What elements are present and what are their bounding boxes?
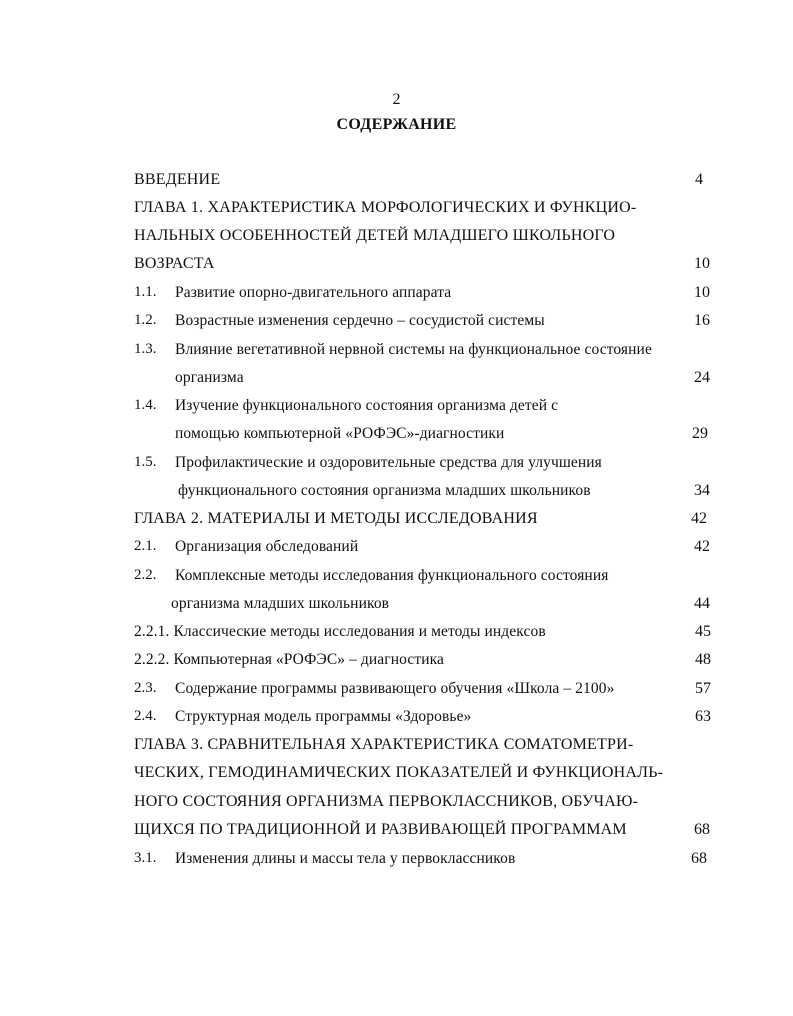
toc-s2-2-line2: организма младших школьников [171,595,390,612]
toc-ch2-label: ГЛАВА 2. МАТЕРИАЛЫ И МЕТОДЫ ИССЛЕДОВАНИЯ [134,510,538,527]
toc-s2-2-1-page: 45 [695,623,711,640]
toc-ch2-page: 42 [691,510,707,527]
toc-s3-1-label: Изменения длины и массы тела у первоклассников [175,850,516,867]
toc-s2-3-label: Содержание программы развивающего обучения «Школа – 2100» [175,680,615,697]
toc-s1-1-number: 1.1. [134,284,157,300]
toc-s2-4-page: 63 [695,708,711,725]
toc-s1-5-line2: функционального состояния организма младших школьников [178,482,591,499]
toc-ch3-line4: ЩИХСЯ ПО ТРАДИЦИОННОЙ И РАЗВИВАЮЩЕЙ ПРОГРАММАМ [134,821,627,838]
toc-ch1-line2: НАЛЬНЫХ ОСОБЕННОСТЕЙ ДЕТЕЙ МЛАДШЕГО ШКОЛЬНОГО [134,227,616,244]
toc-s1-5-line1: Профилактические и оздоровительные средства для улучшения [175,454,602,471]
toc-s3-1-number: 3.1. [134,850,157,866]
toc-ch1-page: 10 [694,255,710,272]
toc-intro-page: 4 [695,171,703,188]
toc-ch3-line1: ГЛАВА 3. СРАВНИТЕЛЬНАЯ ХАРАКТЕРИСТИКА СОМАТОМЕТРИ- [134,736,634,753]
toc-s1-5-page: 34 [694,482,710,499]
page-number: 2 [392,91,401,108]
toc-ch1-line1: ГЛАВА 1. ХАРАКТЕРИСТИКА МОРФОЛОГИЧЕСКИХ И ФУНКЦИО- [134,199,637,216]
toc-intro-label: ВВЕДЕНИЕ [134,171,221,188]
toc-s1-2-page: 16 [694,312,710,329]
toc-s2-3-page: 57 [695,680,711,697]
toc-s1-5-number: 1.5. [134,454,157,470]
toc-s2-2-number: 2.2. [134,567,157,583]
toc-s2-4-label: Структурная модель программы «Здоровье» [175,708,472,725]
page-title: СОДЕРЖАНИЕ [336,116,457,133]
toc-s2-1-page: 42 [694,538,710,555]
toc-s1-3-number: 1.3. [134,341,157,357]
toc-ch1-line3: ВОЗРАСТА [134,255,215,272]
toc-s1-4-line1: Изучение функционального состояния организма детей с [175,397,559,414]
toc-s1-4-line2: помощью компьютерной «РОФЭС»-диагностики [175,425,505,442]
toc-s1-1-label: Развитие опорно-двигательного аппарата [175,284,452,301]
toc-s1-3-line1: Влияние вегетативной нервной системы на функциональное состояние [175,341,652,358]
toc-ch3-line2: ЧЕСКИХ, ГЕМОДИНАМИЧЕСКИХ ПОКАЗАТЕЛЕЙ И ФУНКЦИОНАЛЬ- [134,764,664,781]
toc-s2-2-2-label: 2.2.2. Компьютерная «РОФЭС» – диагностика [134,651,444,668]
toc-s2-4-number: 2.4. [134,708,157,724]
toc-s1-3-line2: организма [175,369,244,386]
toc-s1-4-number: 1.4. [134,397,157,413]
toc-s1-2-number: 1.2. [134,312,157,328]
toc-s3-1-page: 68 [691,850,707,867]
toc-s2-3-number: 2.3. [134,680,157,696]
toc-s2-2-2-page: 48 [695,651,711,668]
toc-ch3-line3: НОГО СОСТОЯНИЯ ОРГАНИЗМА ПЕРВОКЛАССНИКОВ, ОБУЧАЮ- [134,793,639,810]
toc-s2-2-1-label: 2.2.1. Классические методы исследования и методы индексов [134,623,546,640]
toc-ch3-page: 68 [694,821,710,838]
toc-s2-1-number: 2.1. [134,538,157,554]
toc-s1-4-page: 29 [692,425,708,442]
toc-s2-2-page: 44 [694,595,710,612]
toc-s2-1-label: Организация обследований [175,538,359,555]
toc-s2-2-line1: Комплексные методы исследования функционального состояния [175,567,609,584]
toc-s1-2-label: Возрастные изменения сердечно – сосудистой системы [175,312,545,329]
toc-s1-3-page: 24 [694,369,710,386]
toc-s1-1-page: 10 [694,284,710,301]
